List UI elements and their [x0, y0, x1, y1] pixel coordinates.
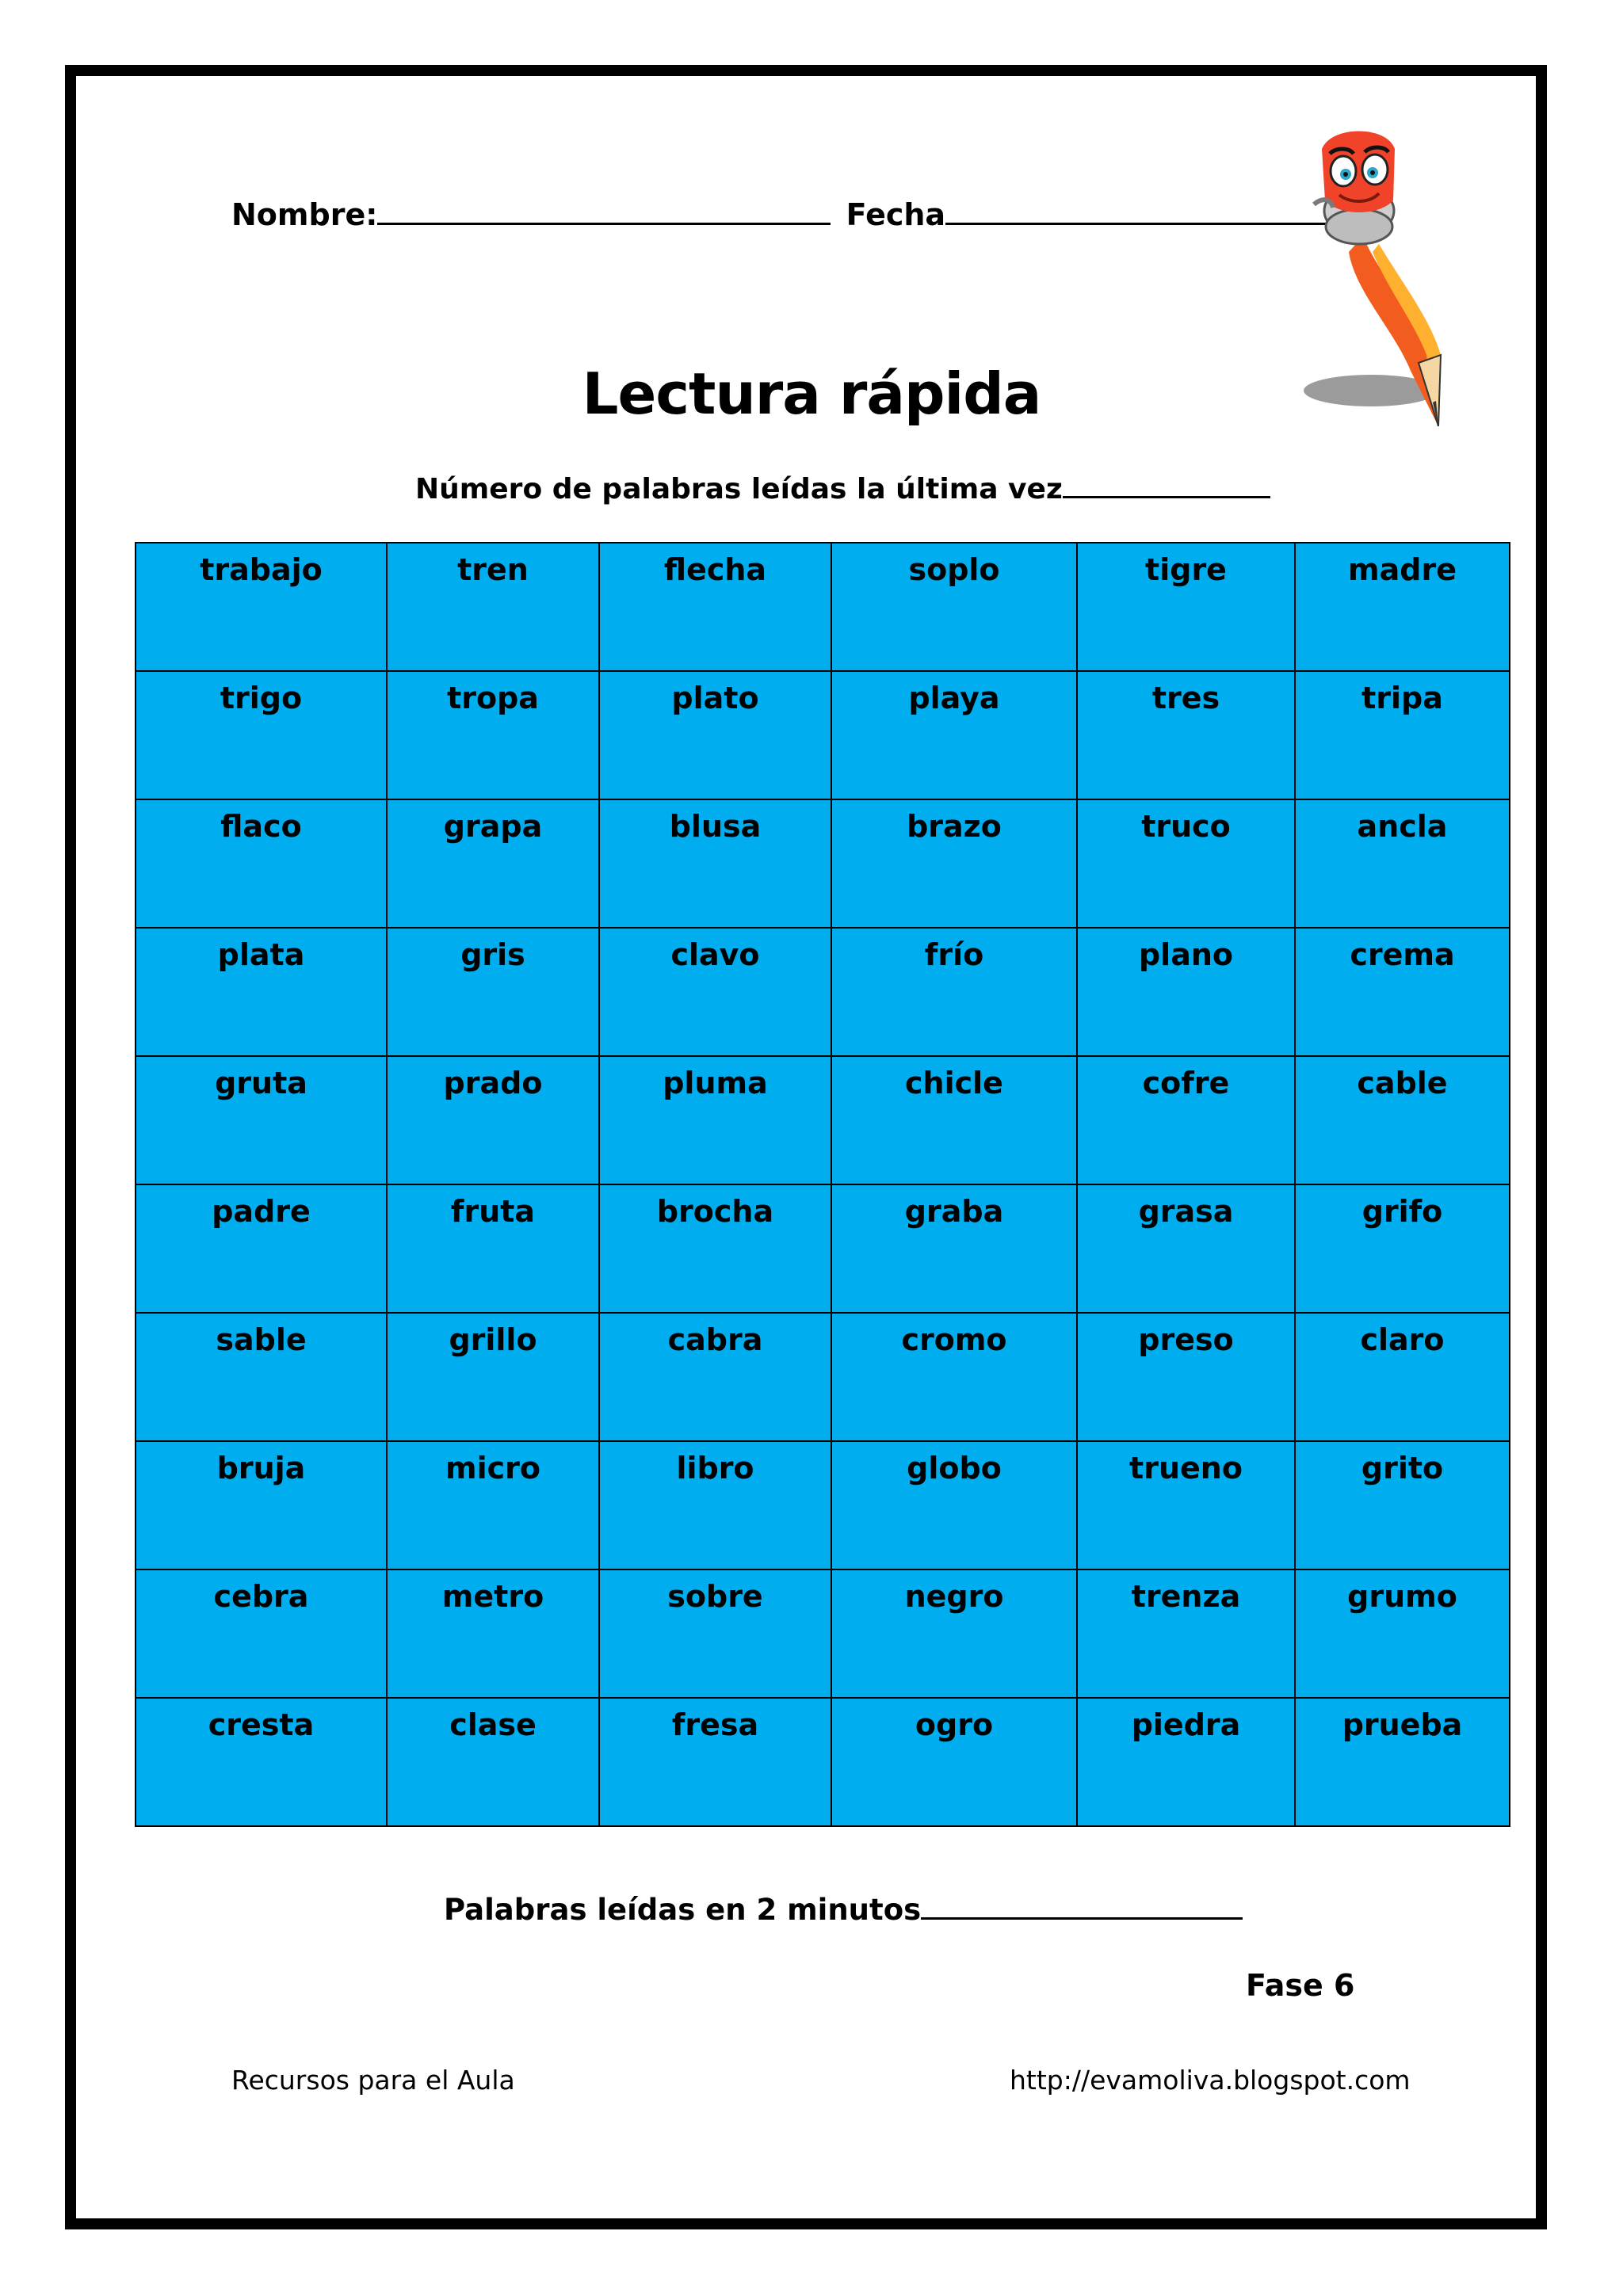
footer-credit: Recursos para el Aula: [231, 2065, 515, 2096]
word-cell: crema: [1295, 928, 1510, 1056]
word-cell: micro: [387, 1441, 599, 1569]
word-cell: bruja: [136, 1441, 387, 1569]
word-cell: tres: [1077, 671, 1295, 799]
word-cell: cabra: [599, 1313, 831, 1441]
word-cell: cebra: [136, 1569, 387, 1698]
word-cell: grito: [1295, 1441, 1510, 1569]
word-cell: frío: [831, 928, 1077, 1056]
word-cell: tigre: [1077, 543, 1295, 671]
word-cell: fruta: [387, 1184, 599, 1313]
word-cell: cromo: [831, 1313, 1077, 1441]
word-cell: plano: [1077, 928, 1295, 1056]
word-cell: negro: [831, 1569, 1077, 1698]
word-cell: blusa: [599, 799, 831, 928]
word-cell: tripa: [1295, 671, 1510, 799]
read-count-label: Palabras leídas en 2 minutos: [444, 1893, 922, 1927]
word-cell: preso: [1077, 1313, 1295, 1441]
word-cell: grapa: [387, 799, 599, 928]
word-cell: libro: [599, 1441, 831, 1569]
word-cell: sable: [136, 1313, 387, 1441]
word-table-body: [136, 543, 1510, 1826]
word-cell: flecha: [599, 543, 831, 671]
word-cell: madre: [1295, 543, 1510, 671]
word-cell: chicle: [831, 1056, 1077, 1184]
word-cell: fresa: [599, 1698, 831, 1826]
word-cell: playa: [831, 671, 1077, 799]
word-cell: graba: [831, 1184, 1077, 1313]
word-cell: brazo: [831, 799, 1077, 928]
word-cell: grifo: [1295, 1184, 1510, 1313]
table-row: [136, 1569, 1510, 1698]
word-cell: prado: [387, 1056, 599, 1184]
word-cell: trabajo: [136, 543, 387, 671]
word-cell: piedra: [1077, 1698, 1295, 1826]
word-cell: grillo: [387, 1313, 599, 1441]
table-row: [136, 799, 1510, 928]
word-table: [135, 542, 1510, 1827]
word-cell: globo: [831, 1441, 1077, 1569]
word-cell: cable: [1295, 1056, 1510, 1184]
table-row: [136, 543, 1510, 671]
word-cell: grasa: [1077, 1184, 1295, 1313]
last-count-label: Número de palabras leídas la última vez: [415, 473, 1063, 505]
table-row: [136, 1184, 1510, 1313]
footer-url: http://evamoliva.blogspot.com: [1010, 2065, 1411, 2096]
word-cell: prueba: [1295, 1698, 1510, 1826]
last-count-blank: [1063, 469, 1270, 498]
word-cell: padre: [136, 1184, 387, 1313]
table-row: [136, 1698, 1510, 1826]
word-cell: cofre: [1077, 1056, 1295, 1184]
word-cell: claro: [1295, 1313, 1510, 1441]
word-cell: truco: [1077, 799, 1295, 928]
table-row: [136, 1441, 1510, 1569]
word-cell: plata: [136, 928, 387, 1056]
word-cell: ogro: [831, 1698, 1077, 1826]
name-label: Nombre:: [231, 197, 378, 232]
name-blank: [377, 196, 831, 225]
table-row: [136, 671, 1510, 799]
word-cell: tren: [387, 543, 599, 671]
word-cell: soplo: [831, 543, 1077, 671]
last-count-line: [415, 469, 1270, 509]
word-cell: gruta: [136, 1056, 387, 1184]
word-cell: cresta: [136, 1698, 387, 1826]
word-cell: trigo: [136, 671, 387, 799]
word-cell: clavo: [599, 928, 831, 1056]
word-cell: trueno: [1077, 1441, 1295, 1569]
read-count-line: [444, 1890, 1243, 1929]
word-cell: ancla: [1295, 799, 1510, 928]
word-cell: flaco: [136, 799, 387, 928]
word-cell: brocha: [599, 1184, 831, 1313]
word-cell: trenza: [1077, 1569, 1295, 1698]
word-cell: clase: [387, 1698, 599, 1826]
word-cell: grumo: [1295, 1569, 1510, 1698]
word-cell: plato: [599, 671, 831, 799]
date-blank: [945, 196, 1334, 225]
table-row: [136, 1313, 1510, 1441]
read-count-blank: [921, 1890, 1243, 1920]
word-cell: pluma: [599, 1056, 831, 1184]
table-row: [136, 1056, 1510, 1184]
header-fields: [231, 195, 1334, 235]
word-cell: metro: [387, 1569, 599, 1698]
word-cell: tropa: [387, 671, 599, 799]
phase-label: Fase 6: [1246, 1968, 1355, 2003]
table-row: [136, 928, 1510, 1056]
word-cell: gris: [387, 928, 599, 1056]
date-label: Fecha: [846, 197, 946, 232]
page-title: Lectura rápida: [582, 360, 1041, 427]
word-cell: sobre: [599, 1569, 831, 1698]
